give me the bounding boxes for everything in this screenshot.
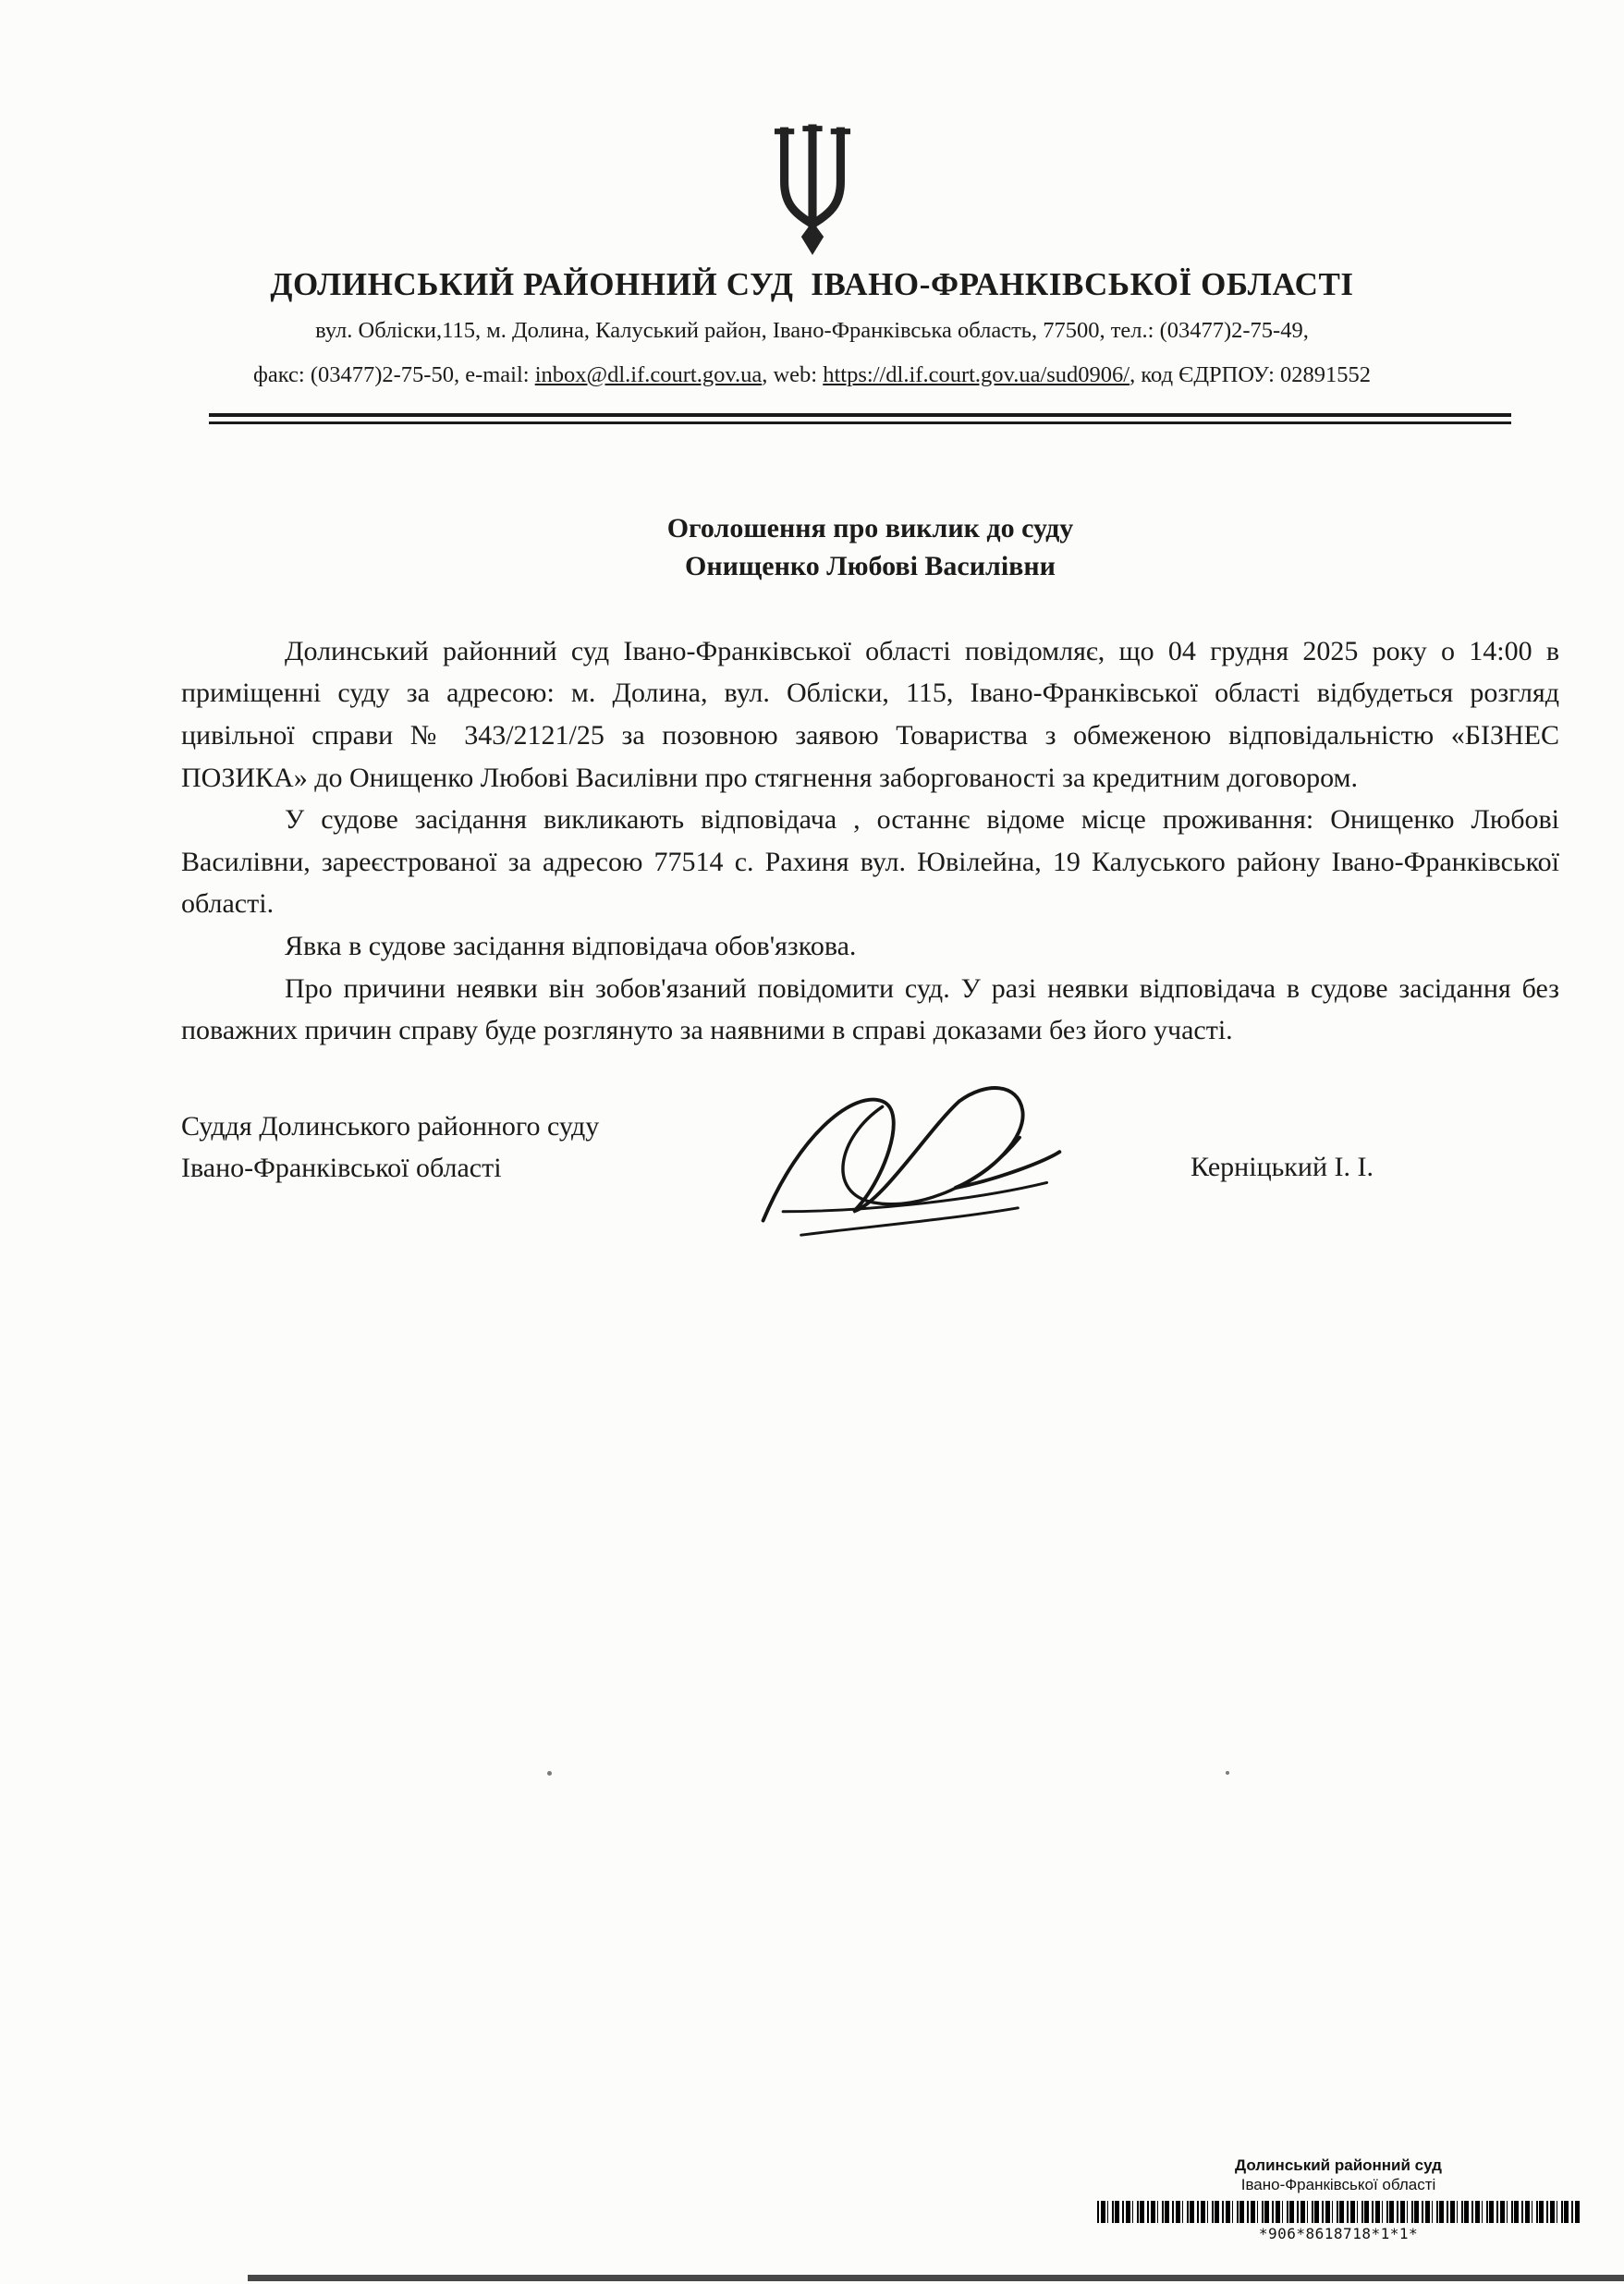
scan-speck [1226, 1771, 1229, 1775]
court-name-heading: ДОЛИНСЬКИЙ РАЙОННИЙ СУД ІВАНО-ФРАНКІВСЬКОЇ ОБЛАСТІ [270, 266, 1354, 302]
email-link: inbox@dl.if.court.gov.ua [534, 361, 763, 387]
paragraph-attendance: Явка в судове засідання відповідача обов'язкова. [285, 930, 857, 961]
web-label-text: , web: [762, 361, 824, 387]
stamp-court-name: Долинський районний суд [1235, 2156, 1442, 2174]
paragraph-notice: Долинський районний суд Івано-Франківської області повідомляє, що 04 грудня 2025 року о 14:00 в приміщенні суду за адресою: м. Долина, вул. Обліски, 115, Івано-Франківської області відбудеться розгляд цивільної справи № 343/2121/25 за позовною заявою Товариства з обмеженою відповідальністю «БІЗНЕС ПОЗИКА» до Онищенко Любові Василівни про стягнення заборгованості за кредитним договором. [181, 635, 1559, 793]
handwritten-signature-icon [747, 1074, 1072, 1246]
ukraine-trident-emblem-icon [764, 120, 861, 261]
court-address-line1: вул. Обліски,115, м. Долина, Калуський район, Івано-Франківська область, 77500, тел.: (03477)2-75-49, [315, 318, 1309, 343]
document-title-line2: Онищенко Любові Василівни [685, 551, 1056, 582]
barcode-number: *906*8618718*1*1* [1258, 2224, 1419, 2242]
web-link: https://dl.if.court.gov.ua/sud0906/ [823, 361, 1130, 387]
judge-name: Керніцький І. І. [1191, 1151, 1374, 1182]
document-title-line1: Оголошення про виклик до суду [666, 513, 1074, 544]
judge-title-line1: Суддя Долинського районного суду [181, 1110, 600, 1142]
registration-stamp [1093, 2156, 1583, 2242]
court-address-line2 [0, 359, 1624, 392]
header-double-rule-divider [209, 413, 1511, 424]
paragraph-consequences: Про причини неявки він зобов'язаний повідомити суд. У разі неявки відповідача в судове засідання без поважних причин справу буде розглянуто за наявними в справі доказами без його участі. [181, 972, 1559, 1046]
scanner-edge-artifact [248, 2275, 1624, 2281]
document-title [181, 509, 1559, 586]
edrpou-text: , код ЄДРПОУ: 02891552 [1129, 361, 1372, 387]
stamp-court-region: Івано-Франківської області [1240, 2176, 1436, 2194]
paragraph-summons: У судове засідання викликають відповідача , останнє відоме місце проживання: Онищенко Любові Василівни, зареєстрованої за адресою 77514 с. Рахиня вул. Ювілейна, 19 Калуського району Івано-Франківської області. [181, 804, 1559, 920]
document-body [181, 509, 1559, 1281]
signature-block [181, 1105, 1559, 1281]
scan-speck [547, 1771, 552, 1776]
fax-text: факс: (03477)2-75-50, e-mail: [252, 361, 535, 387]
judge-title-line2: Івано-Франківської області [181, 1152, 502, 1183]
barcode [1097, 2201, 1580, 2223]
